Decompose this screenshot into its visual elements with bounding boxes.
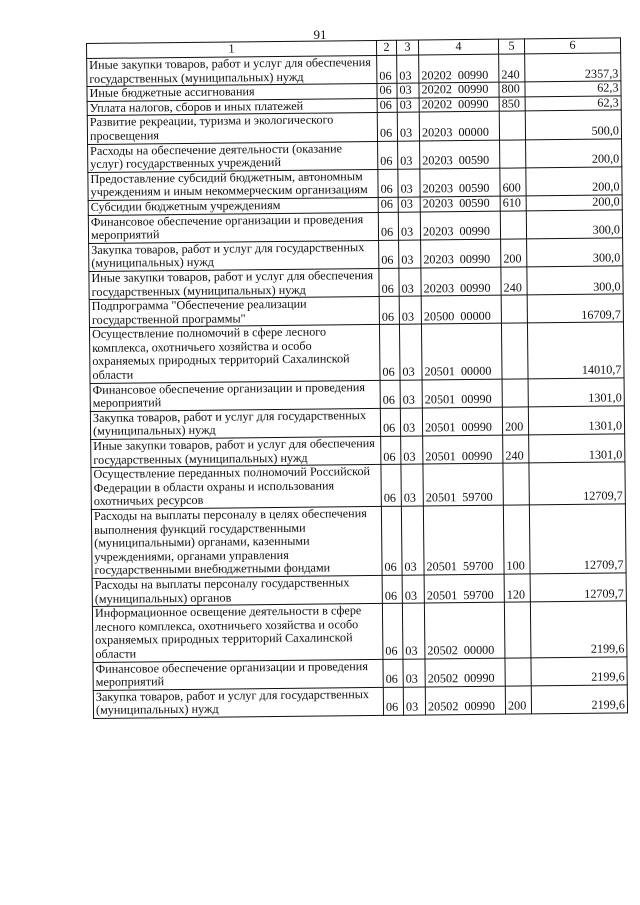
subsection-code: 03 <box>398 169 420 197</box>
amount: 62,3 <box>525 96 621 112</box>
header-cell: 1 <box>87 40 377 58</box>
item-name: Иные закупки товаров, работ и услуг для обеспечения государственных (муниципальных) нужд <box>87 55 377 86</box>
expense-type-code <box>504 602 531 658</box>
target-code-program: 20502 <box>427 699 459 714</box>
amount: 300,0 <box>526 209 622 238</box>
subsection-code: 03 <box>401 436 423 464</box>
target-code-direction: 00990 <box>459 223 491 239</box>
expense-type-code: 100 <box>503 505 530 574</box>
item-name: Закупка товаров, работ и услуг для государственных (муниципальных) нужд <box>93 687 383 718</box>
expense-type-code: 200 <box>501 239 527 267</box>
target-code-program: 20501 <box>425 448 456 464</box>
section-code: 06 <box>377 83 397 98</box>
target-code-direction: 00000 <box>460 308 491 323</box>
section-code: 06 <box>380 408 400 436</box>
item-name: Развитие рекреации, туризма и экологического просвещения <box>87 113 377 144</box>
header-cell: 3 <box>396 40 418 55</box>
item-name: Закупка товаров, работ и услуг для государственных (муниципальных) нужд <box>90 408 380 439</box>
target-code-program: 20203 <box>422 181 454 196</box>
amount: 1301,0 <box>528 406 624 435</box>
expense-type-code <box>503 463 529 505</box>
target-article-code <box>421 267 501 296</box>
amount: 2199,6 <box>530 601 627 657</box>
section-code: 06 <box>378 169 398 197</box>
target-article-code <box>420 168 500 197</box>
expense-type-code: 240 <box>499 54 525 82</box>
expense-type-code <box>501 323 528 379</box>
amount: 200,0 <box>526 167 622 196</box>
amount: 14010,7 <box>527 322 624 378</box>
target-code-direction: 00990 <box>459 252 491 267</box>
subsection-code: 03 <box>400 408 422 436</box>
amount: 300,0 <box>527 266 623 295</box>
header-cell: 6 <box>524 38 620 54</box>
target-code-program: 20500 <box>423 308 455 324</box>
subsection-code: 03 <box>401 464 423 506</box>
header-cell: 2 <box>376 40 396 55</box>
item-name: Иные закупки товаров, работ и услуг для обеспечения государственных (муниципальных) нужд <box>91 436 381 467</box>
expense-type-code <box>500 139 526 167</box>
amount: 1301,0 <box>529 434 625 463</box>
subsection-code: 03 <box>397 98 419 113</box>
amount: 16709,7 <box>527 294 623 323</box>
target-code-program: 20203 <box>423 280 455 295</box>
target-code-program: 20502 <box>427 643 458 658</box>
target-code-direction: 00990 <box>461 448 493 463</box>
target-code-direction: 00990 <box>459 280 491 295</box>
subsection-code: 03 <box>397 83 419 98</box>
item-name: Финансовое обеспечение организации и проведения мероприятий <box>93 659 383 690</box>
subsection-code: 03 <box>399 324 422 380</box>
target-code-program: 20501 <box>424 420 456 435</box>
target-article-code <box>425 658 505 687</box>
target-article-code <box>425 686 505 715</box>
section-code: 06 <box>379 296 399 324</box>
target-code-direction: 00990 <box>464 670 495 686</box>
table-row <box>89 322 624 383</box>
section-code: 06 <box>377 113 397 141</box>
expense-type-code: 120 <box>504 574 530 602</box>
expense-type-code <box>501 295 527 323</box>
table-row <box>92 601 627 662</box>
subsection-code: 03 <box>398 197 420 212</box>
expense-type-code: 200 <box>502 407 528 435</box>
subsection-code: 03 <box>402 575 424 603</box>
table-row <box>91 462 625 509</box>
amount: 2199,6 <box>531 656 627 685</box>
subsection-code: 03 <box>397 112 419 140</box>
target-code-program: 20202 <box>421 67 452 83</box>
budget-table <box>86 37 628 718</box>
item-name: Расходы на выплаты персоналу в целях обеспечения выполнения функций государственными (муниципальными) органами, казенными учреждениями, органами управления государственными внебюджетными фондами <box>91 506 382 578</box>
section-code: 06 <box>378 197 398 212</box>
expense-type-code: 240 <box>501 267 527 295</box>
target-code-program: 20203 <box>422 224 454 239</box>
subsection-code: 03 <box>398 141 420 169</box>
item-name: Иные бюджетные ассигнования <box>87 84 377 102</box>
amount: 200,0 <box>526 195 622 211</box>
section-code: 06 <box>382 575 402 603</box>
target-code-direction: 00590 <box>458 152 490 168</box>
item-name: Расходы на выплаты персоналу государственных (муниципальных) органов <box>92 575 382 606</box>
amount: 1301,0 <box>528 378 624 407</box>
target-code-direction: 00990 <box>458 96 489 111</box>
target-code-program: 20203 <box>421 125 453 140</box>
target-article-code <box>423 463 503 506</box>
section-code: 06 <box>383 659 403 687</box>
item-name: Расходы на обеспечение деятельности (оказание услуг) государственных учреждений <box>88 141 378 172</box>
amount: 12709,7 <box>529 504 626 574</box>
item-name: Предоставление субсидий бюджетным, автономным учреждениям и иным некоммерческим организациям <box>88 169 378 200</box>
section-code: 06 <box>377 55 397 83</box>
target-code-direction: 00990 <box>461 420 493 435</box>
amount: 300,0 <box>527 238 623 267</box>
header-cell: 5 <box>498 39 524 54</box>
expense-type-code: 850 <box>499 97 525 112</box>
subsection-code: 03 <box>397 55 419 83</box>
target-code-program: 20501 <box>424 364 455 379</box>
section-code: 06 <box>379 268 399 296</box>
subsection-code: 03 <box>402 603 425 659</box>
expense-type-code <box>502 379 528 407</box>
expense-type-code <box>499 111 525 139</box>
target-article-code <box>422 407 502 436</box>
amount: 2199,6 <box>531 685 627 714</box>
item-name: Финансовое обеспечение организации и проведения мероприятий <box>90 380 380 411</box>
section-code: 06 <box>381 506 402 575</box>
target-article-code <box>420 140 500 169</box>
amount: 12709,7 <box>529 462 625 505</box>
page-number: 91 <box>313 27 327 42</box>
section-code: 06 <box>381 464 401 506</box>
section-code: 06 <box>380 380 400 408</box>
expense-type-code: 200 <box>505 686 531 714</box>
target-code-program: 20502 <box>427 671 459 686</box>
section-code: 06 <box>378 141 398 169</box>
target-article-code <box>424 602 505 658</box>
amount: 62,3 <box>525 81 621 97</box>
item-name: Финансовое обеспечение организации и проведения мероприятий <box>88 212 378 243</box>
item-name: Осуществление полномочий в сфере лесного комплекса, охотничьего хозяйства и особо охраняемых природных территорий Сахалинской области <box>89 325 380 383</box>
target-code-direction: 00000 <box>463 642 495 658</box>
target-article-code <box>423 435 503 464</box>
target-article-code <box>422 379 502 408</box>
item-name: Уплата налогов, сборов и иных платежей <box>87 98 377 116</box>
target-code-program: 20203 <box>422 153 453 168</box>
target-article-code <box>419 82 499 97</box>
target-article-code <box>424 574 504 603</box>
amount: 500,0 <box>525 110 621 139</box>
item-name: Осуществление переданных полномочий Российской Федерации в области охраны и использования охотничьих ресурсов <box>91 465 381 510</box>
target-article-code <box>420 196 500 211</box>
target-article-code <box>419 54 499 83</box>
target-article-code <box>421 295 501 324</box>
target-code-direction: 59700 <box>463 587 494 602</box>
target-article-code <box>420 211 500 240</box>
target-code-program: 20501 <box>425 490 457 505</box>
amount: 2357,3 <box>525 53 621 82</box>
table-row <box>93 685 627 719</box>
section-code: 06 <box>377 98 397 113</box>
target-code-direction: 00990 <box>461 392 492 407</box>
target-code-direction: 00990 <box>457 67 489 82</box>
target-code-direction: 00000 <box>458 124 489 140</box>
target-article-code <box>423 505 504 575</box>
expense-type-code: 610 <box>500 196 526 211</box>
target-article-code <box>419 112 499 141</box>
expense-type-code: 600 <box>500 168 526 196</box>
section-code: 06 <box>381 436 401 464</box>
section-code: 06 <box>378 212 398 240</box>
expense-type-code: 800 <box>499 82 525 97</box>
expense-type-code <box>500 210 526 238</box>
target-code-program: 20501 <box>426 559 458 574</box>
subsection-code: 03 <box>401 506 424 575</box>
subsection-code: 03 <box>403 659 425 687</box>
target-article-code <box>421 323 502 379</box>
subsection-code: 03 <box>399 296 421 324</box>
expense-type-code <box>505 657 531 685</box>
amount: 200,0 <box>526 138 622 167</box>
subsection-code: 03 <box>399 268 421 296</box>
target-code-program: 20202 <box>421 96 453 112</box>
section-code: 06 <box>382 603 403 659</box>
target-code-program: 20501 <box>426 587 458 603</box>
target-code-direction: 00990 <box>464 699 495 714</box>
item-name: Информационное освещение деятельности в сфере лесного комплекса, охотничьего хозяйства и особо охраняемых природных территорий Сахалинской области <box>92 604 383 662</box>
item-name: Закупка товаров, работ и услуг для государственных (муниципальных) нужд <box>89 240 379 271</box>
target-code-program: 20203 <box>422 196 454 211</box>
target-code-program: 20501 <box>424 392 456 407</box>
target-code-direction: 59700 <box>462 559 494 574</box>
expense-type-code: 240 <box>503 435 529 463</box>
section-code: 06 <box>379 325 400 381</box>
target-code-program: 20202 <box>421 82 453 97</box>
item-name: Подпрограмма "Обеспечение реализации государственной программы" <box>89 297 379 328</box>
header-cell: 4 <box>418 39 498 55</box>
target-code-direction: 00990 <box>457 81 489 97</box>
amount: 12709,7 <box>530 573 626 602</box>
section-code: 06 <box>383 687 403 715</box>
subsection-code: 03 <box>398 212 420 240</box>
target-article-code <box>421 239 501 268</box>
target-code-program: 20203 <box>423 252 454 267</box>
target-code-direction: 00590 <box>458 181 490 196</box>
target-code-direction: 00000 <box>460 363 492 379</box>
item-name: Субсидии бюджетным учреждениям <box>88 197 378 215</box>
target-code-direction: 00590 <box>459 195 490 211</box>
table-row <box>91 504 626 579</box>
item-name: Иные закупки товаров, работ и услуг для обеспечения государственных (муниципальных) нужд <box>89 268 379 299</box>
subsection-code: 03 <box>403 687 425 715</box>
target-article-code <box>419 97 499 112</box>
target-code-direction: 59700 <box>462 490 493 505</box>
subsection-code: 03 <box>400 380 422 408</box>
subsection-code: 03 <box>399 240 421 268</box>
section-code: 06 <box>379 240 399 268</box>
